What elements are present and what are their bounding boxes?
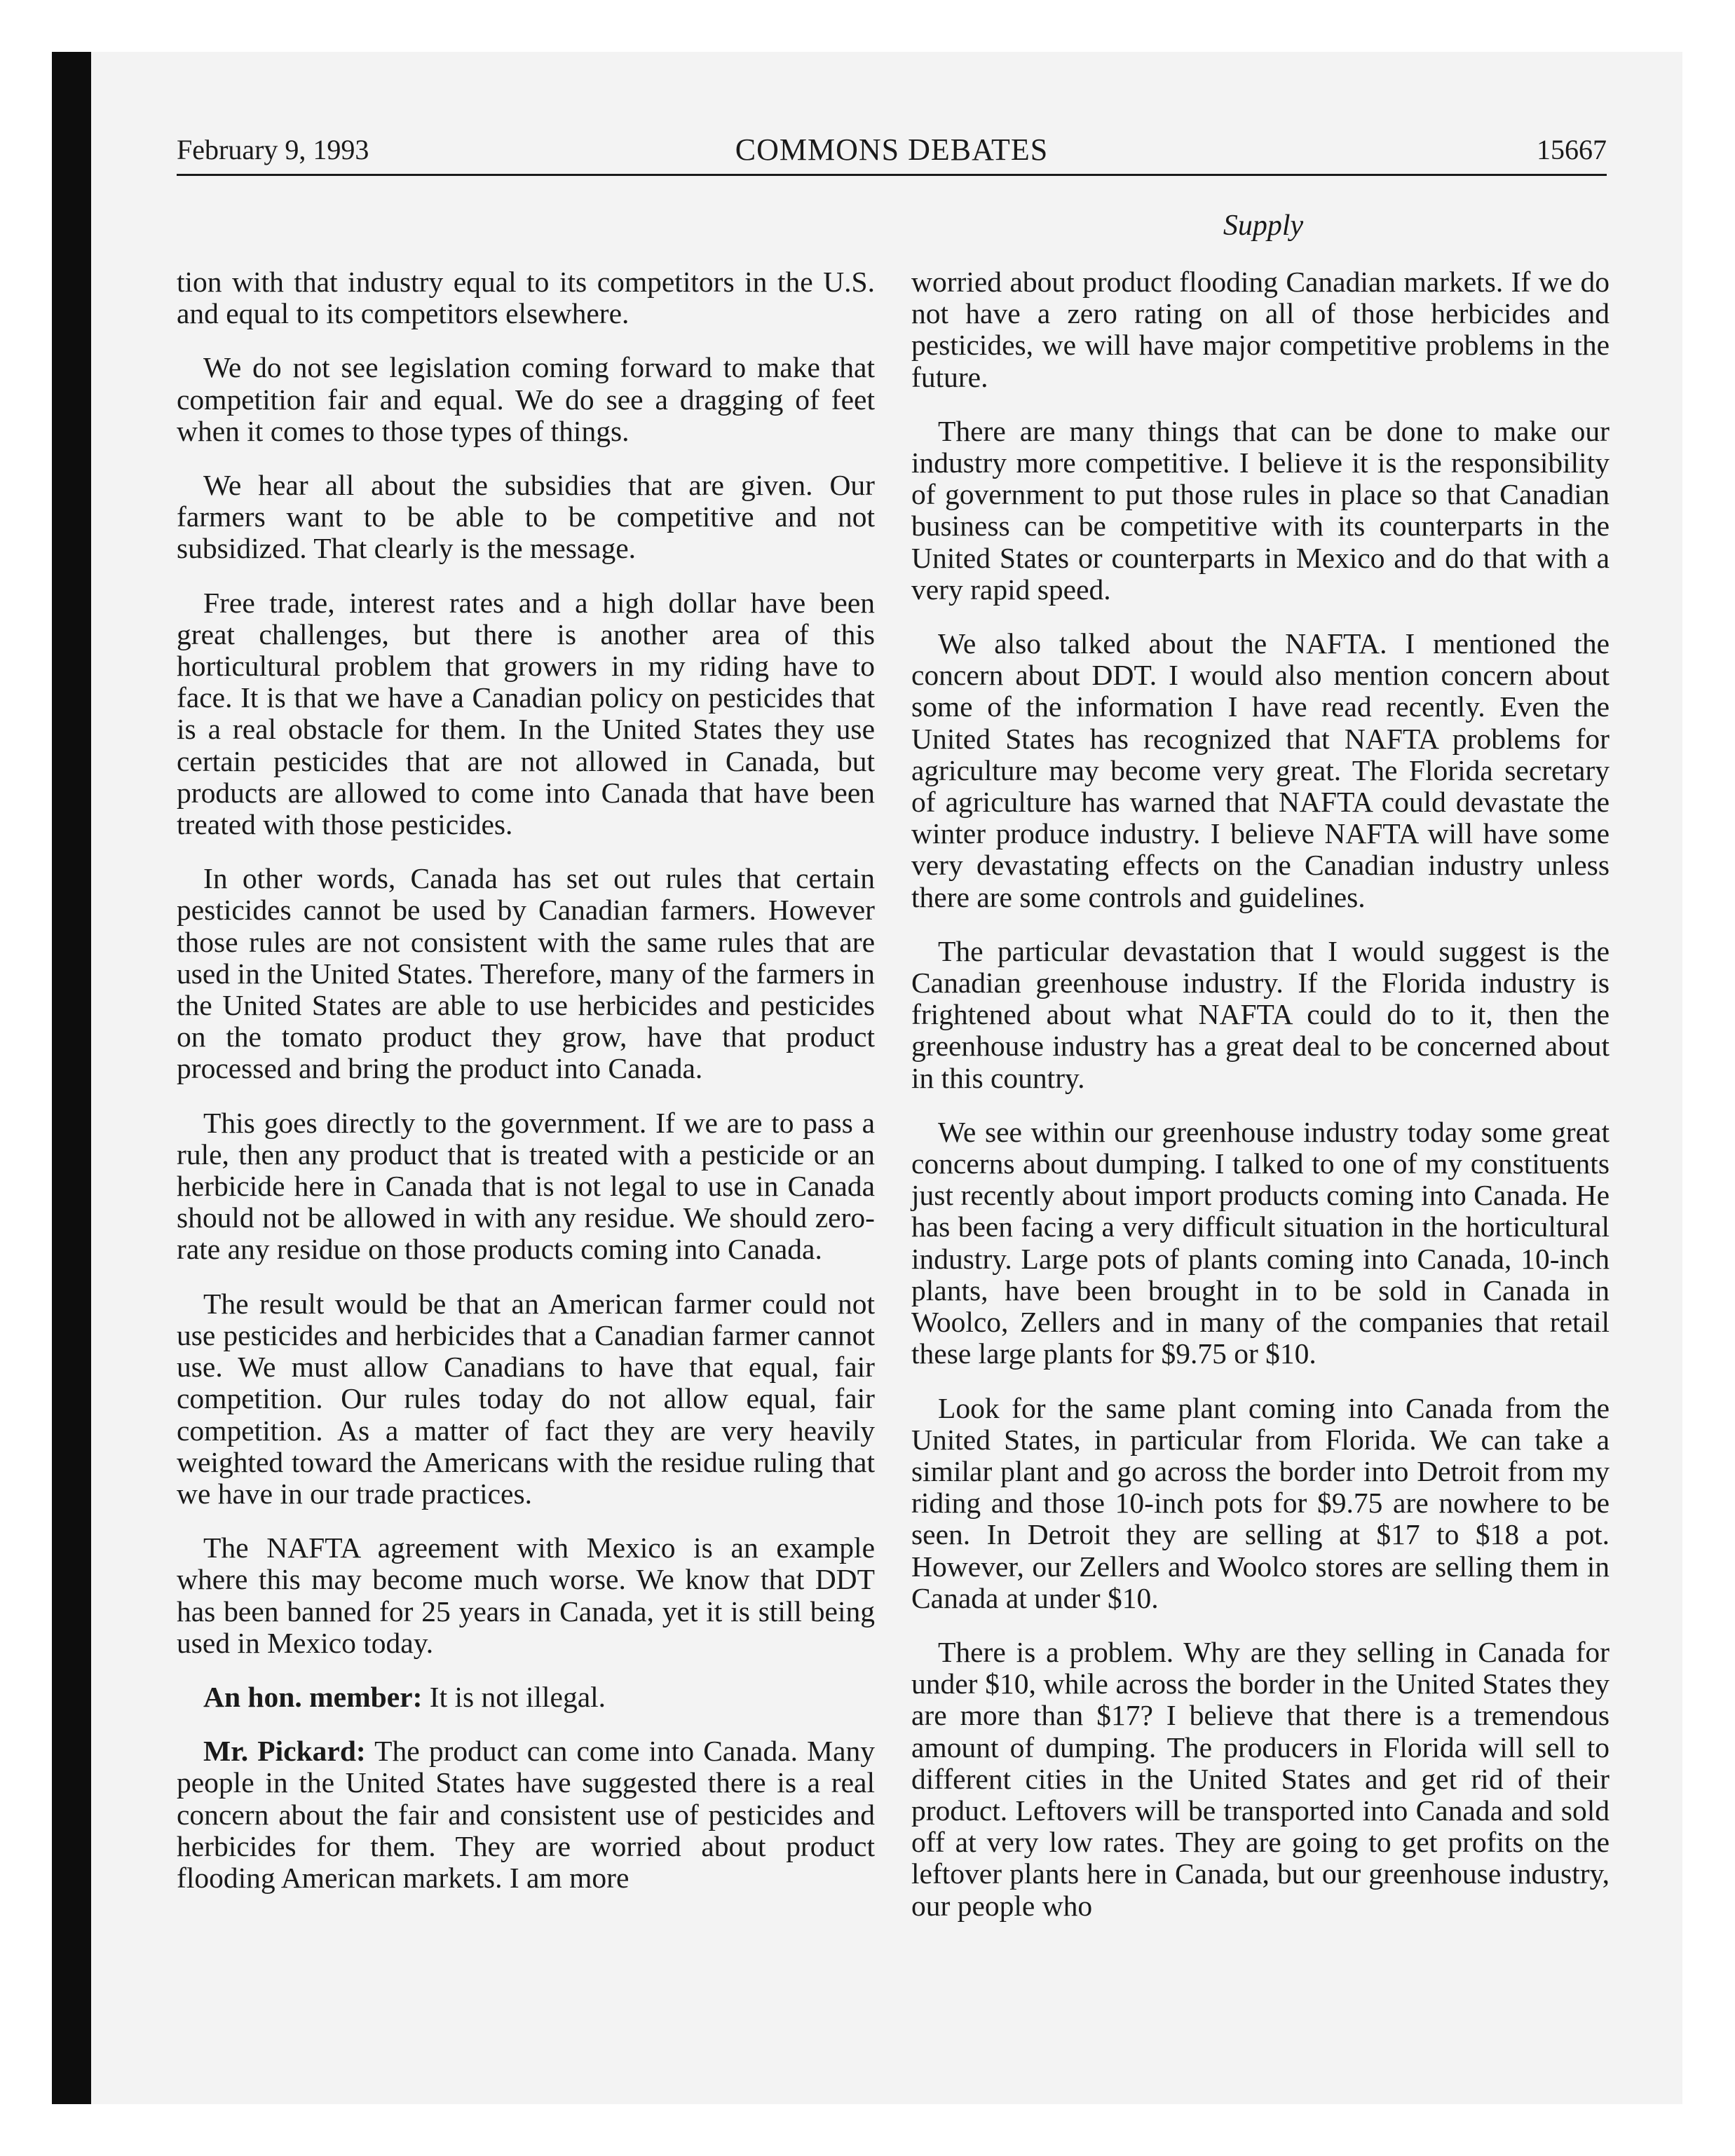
paragraph bbox=[177, 1107, 875, 1266]
paragraph-text: We see within our greenhouse industry today some great concerns about dumping. I talked to one of my constituents just recently about import products coming into Canada. He has been facing a very difficult situation in the horticultural industry. Large pots of plants coming into Canada, 10-inch plants, have been brought in to be sold in Canada in Woolco, Zellers and in many of the companies that retail these large plants for $9.75 or $10. bbox=[911, 1115, 1610, 1370]
speech-paragraph bbox=[177, 1681, 875, 1713]
header-page-number: 15667 bbox=[1537, 134, 1607, 165]
paragraph bbox=[911, 1393, 1610, 1614]
paragraph bbox=[177, 1532, 875, 1659]
paragraph bbox=[177, 352, 875, 447]
paragraph-text: The result would be that an American farmer could not use pesticides and herbicides that a Canadian farmer cannot use. We must allow Canadians to have that equal, fair competition. Our rules today do not allow equal, fair competition. As a matter of fact they are very heavily weighted toward the Americans with the residue ruling that we have in our trade practices. bbox=[177, 1287, 875, 1510]
paragraph bbox=[911, 416, 1610, 606]
speaker-name: Mr. Pickard: bbox=[203, 1735, 366, 1768]
binding-shadow bbox=[52, 52, 91, 2104]
paragraph-text: The particular devastation that I would suggest is the Canadian greenhouse industry. If the Florida industry is frightened about what NAFTA could do to it, then the greenhouse industry has a great deal to be concerned about in this country. bbox=[911, 934, 1610, 1094]
section-label: Supply bbox=[1223, 210, 1304, 242]
paragraph bbox=[911, 1637, 1610, 1922]
paragraph-text: The NAFTA agreement with Mexico is an example where this may become much worse. We know that DDT has been banned for 25 years in Canada, yet it is still being used in Mexico today. bbox=[177, 1531, 875, 1659]
paragraph bbox=[177, 863, 875, 1084]
header-publication: COMMONS DEBATES bbox=[735, 132, 1049, 167]
running-head bbox=[177, 126, 1607, 175]
paragraph bbox=[911, 266, 1610, 393]
paragraph bbox=[911, 628, 1610, 913]
paragraph-text: Free trade, interest rates and a high dollar have been great challenges, but there is another area of this horticultural problem that growers in my riding have to face. It is that we have a Canadian policy on pesticides that is a real obstacle for them. In the United States they use certain pesticides that are not allowed in Canada, but products are allowed to come into Canada that have been treated with those pesticides. bbox=[177, 586, 875, 841]
speaker-name: An hon. member: bbox=[203, 1680, 423, 1713]
paragraph bbox=[177, 470, 875, 565]
paragraph-text: There are many things that can be done to make our industry more competitive. I believe it is the responsibility of government to put those rules in place so that Canadian business can be competitive with its counterparts in the United States or counterparts in Mexico and do that with a very rapid speed. bbox=[911, 414, 1610, 606]
left-column bbox=[177, 266, 875, 1916]
right-column bbox=[911, 266, 1610, 1944]
header-date: February 9, 1993 bbox=[177, 134, 369, 165]
paragraph-text: It is not illegal. bbox=[429, 1680, 606, 1713]
paragraph bbox=[177, 266, 875, 329]
paragraph bbox=[177, 1288, 875, 1510]
paragraph-text: We also talked about the NAFTA. I mentioned the concern about DDT. I would also mention concern about some of the information I have read recently. Even the United States has recognized that NAFTA problems for agriculture may become very great. The Florida secretary of agriculture has warned that NAFTA could devastate the winter produce industry. I believe NAFTA will have some very devastating effects on the Canadian industry unless there are some controls and guidelines. bbox=[911, 627, 1610, 913]
paragraph bbox=[177, 587, 875, 841]
paragraph-text: We do not see legislation coming forward to make that competition fair and equal. We do see a dragging of feet when it comes to those types of things. bbox=[177, 351, 875, 447]
paragraph-text: There is a problem. Why are they selling in Canada for under $10, while across the border in the United States they are more than $17? I believe that there is a tremendous amount of dumping. The producers in Florida will sell to different cities in the United States and get rid of their product. Leftovers will be transported into Canada and sold off at very low rates. They are going to get profits on the leftover plants here in Canada, but our greenhouse industry, our people who bbox=[911, 1635, 1610, 1922]
paragraph-text: tion with that industry equal to its competitors in the U.S. and equal to its competitors elsewhere. bbox=[177, 266, 875, 330]
paragraph-text: Look for the same plant coming into Canada from the United States, in particular from Florida. We can take a similar plant and go across the border into Detroit from my riding and those 10-inch pots for $9.75 are nowhere to be seen. In Detroit they are selling at $17 to $18 a pot. However, our Zellers and Woolco stores are selling them in Canada at under $10. bbox=[911, 1391, 1610, 1614]
paragraph-text: This goes directly to the government. If we are to pass a rule, then any product that is treated with a pesticide or an herbicide here in Canada that is not legal to use in Canada should not be allowed in with any residue. We should zero-rate any residue on those products coming into Canada. bbox=[177, 1106, 875, 1266]
paragraph-text: The product can come into Canada. Many people in the United States have suggested there is a real concern about the fair and consistent use of pesticides and herbicides for them. They are worried about product flooding American markets. I am more bbox=[177, 1735, 875, 1894]
paragraph-text: In other words, Canada has set out rules that certain pesticides cannot be used by Canadian farmers. However those rules are not consistent with the same rules that are used in the United States. Therefore, many of the farmers in the United States are able to use herbicides and pesticides on the tomato product they grow, have that product processed and bring the product into Canada. bbox=[177, 862, 875, 1085]
paragraph bbox=[911, 1117, 1610, 1370]
paragraph-text: worried about product flooding Canadian markets. If we do not have a zero rating on all of those herbicides and pesticides, we will have major competitive problems in the future. bbox=[911, 266, 1610, 393]
speech-paragraph bbox=[177, 1735, 875, 1894]
paragraph bbox=[911, 936, 1610, 1094]
header-rule bbox=[177, 174, 1607, 176]
paragraph-text: We hear all about the subsidies that are given. Our farmers want to be able to be competitive and not subsidized. That clearly is the message. bbox=[177, 469, 875, 565]
